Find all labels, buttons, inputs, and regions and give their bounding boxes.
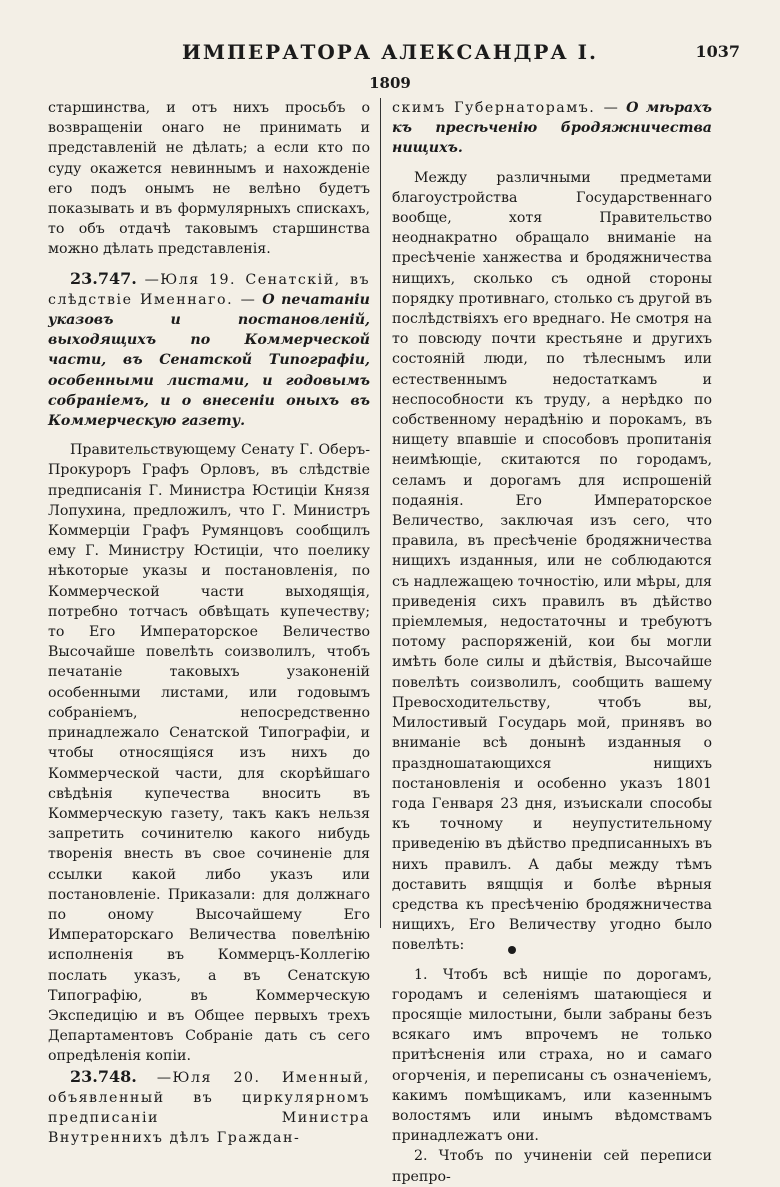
page-number: 1037 [695,42,740,61]
entry-23748-heading [48,1067,370,1149]
running-title: ИМПЕРАТОРА АЛЕКСАНДРА I. [182,40,598,64]
list-item-2: 2. Чтобъ по учиненіи сей переписи препро- [392,1148,712,1185]
year-heading: 1809 [369,74,411,92]
entry-title: О мѣрахъ къ пресѣченію бродяжничества нищихъ. [392,100,712,157]
entry-23747-heading [48,269,370,432]
entry-date: —Юля 19. Сенатскій, въ слѣдствіе Именнаго. — [48,271,370,308]
entry-23748-title [392,98,712,159]
entry-continued: скимъ Губернаторамъ. — [392,100,620,116]
entry-number: 23.748. [70,1066,137,1086]
ink-dot [508,946,516,954]
entry-number: 23.747. [70,268,137,288]
column-divider [380,98,381,928]
entry-23747-body: Правительствующему Сенату Г. Оберъ-Прокуроръ Графъ Орловъ, въ слѣдствіе предписанія Г. Министра Юстиціи Князя Лопухина, предложилъ, что Г. Министръ Коммерціи Графъ Румянцовъ сообщилъ ему Г. Министру Юстиціи, что поелику нѣкоторые указы и постановленія, по Коммерческой части выходящія, потребно тотчасъ обвѣщать купечеству; то Его Императорское Величество Высочайше повелѣть соизволилъ, чтобъ печатаніе таковыхъ узаконеній особенными листами, или годовымъ собраніемъ, непосредственно принадлежало Сенатской Типографіи, и чтобы относящіяся изъ нихъ до Коммерческой части, для скорѣйшаго свѣдѣнія купечества вносить въ Коммерческую газету, такъ какъ нельзя запретить сочинителю какого нибудь творенія внесть въ свое сочиненіе для ссылки какой либо указъ или постановленіе. Приказали: для должнаго по оному Высочайшему Его Императорскаго Величества повелѣнію исполненія въ Коммерцъ-Коллегію послать указъ, а въ Сенатскую Типографію, въ Коммерческую Экспедицію и въ Общее первыхъ трехъ Департаментовъ Собраніе дать съ сего опредѣленія копіи. [48,442,370,1065]
list-item-1: 1. Чтобъ всѣ нищіе по дорогамъ, городамъ и селеніямъ шатающіеся и просящіе милостыни, были забраны безъ всякаго имъ впрочемъ не только притѣсненія или страха, но и самаго огорченія, и переписаны съ означеніемъ, какимъ помѣщикамъ, или казеннымъ волостямъ или инымъ вѣдомствамъ принадлежатъ они. [392,966,712,1145]
entry-title: О печатаніи указовъ и постановленій, выходящихъ по Коммерческой части, въ Сенатской Типографіи, особенными листами, и годовымъ собраніемъ, и о внесеніи оныхъ въ Коммерческую газету. [48,291,370,430]
left-column [48,98,371,1147]
entry-23748-body: Между различными предметами благоустройства Государственнаго вообще, хотя Правительство неоднакратно обращало вниманіе на пресѣченіе ханжества и бродяжничества нищихъ, сколько съ одной стороны порядку противнаго, столько съ другой въ послѣдствіяхъ его вреднаго. Не смотря на то повсюду почти крестьяне и другихъ состояній люди, по тѣлеснымъ или естественнымъ недостаткамъ и неспособности къ труду, а нерѣдко по собственному нерадѣнію и порокамъ, въ нищету впавшіе и способовъ пропитанія неимѣющіе, скитаются по городамъ, селамъ и дорогамъ для испрошеній подаянія. Его Императорское Величество, заключая изъ сего, что правила, въ пресѣченіе бродяжничества нищихъ изданныя, или не соблюдаются съ надлежащею точностію, или мѣры, для приведенія сихъ правилъ въ дѣйство пріемлемыя, недостаточны и требуютъ потому распоряженій, кои бы могли имѣть боле силы и дѣйствія, Высочайше повелѣть соизволилъ, сообщить вашему Превосходительству, чтобъ вы, Милостивый Государь мой, принявъ во вниманіе всѣ донынѣ изданныя о праздношатающихся нищихъ постановленія и особенно указъ 1801 года Генваря 23 дня, изъискали способы къ точному и неупустительному приведенію въ дѣйство предписанныхъ въ нихъ правилъ. А дабы между тѣмъ доставить вящщія и болѣе вѣрныя средства къ пресѣченію бродяжничества нищихъ, Его Величеству угодно было повелѣть: [392,169,712,954]
right-column [392,98,712,1185]
paragraph-continued: старшинства, и отъ нихъ просьбъ о возвращеніи онаго не принимать и представленій не дѣлать; а если кто по суду окажется невиннымъ и нахожденіе его подъ онымъ не велѣно будетъ показывать и въ формулярныхъ спискахъ, то объ отдачѣ таковымъ старшинства можно дѣлать представленія. [48,100,370,258]
entry-date: —Юля 20. Именный, объявленный въ циркулярномъ предписаніи Министра Внутреннихъ дѣлъ Граждан- [48,1069,371,1147]
running-head [40,40,740,74]
